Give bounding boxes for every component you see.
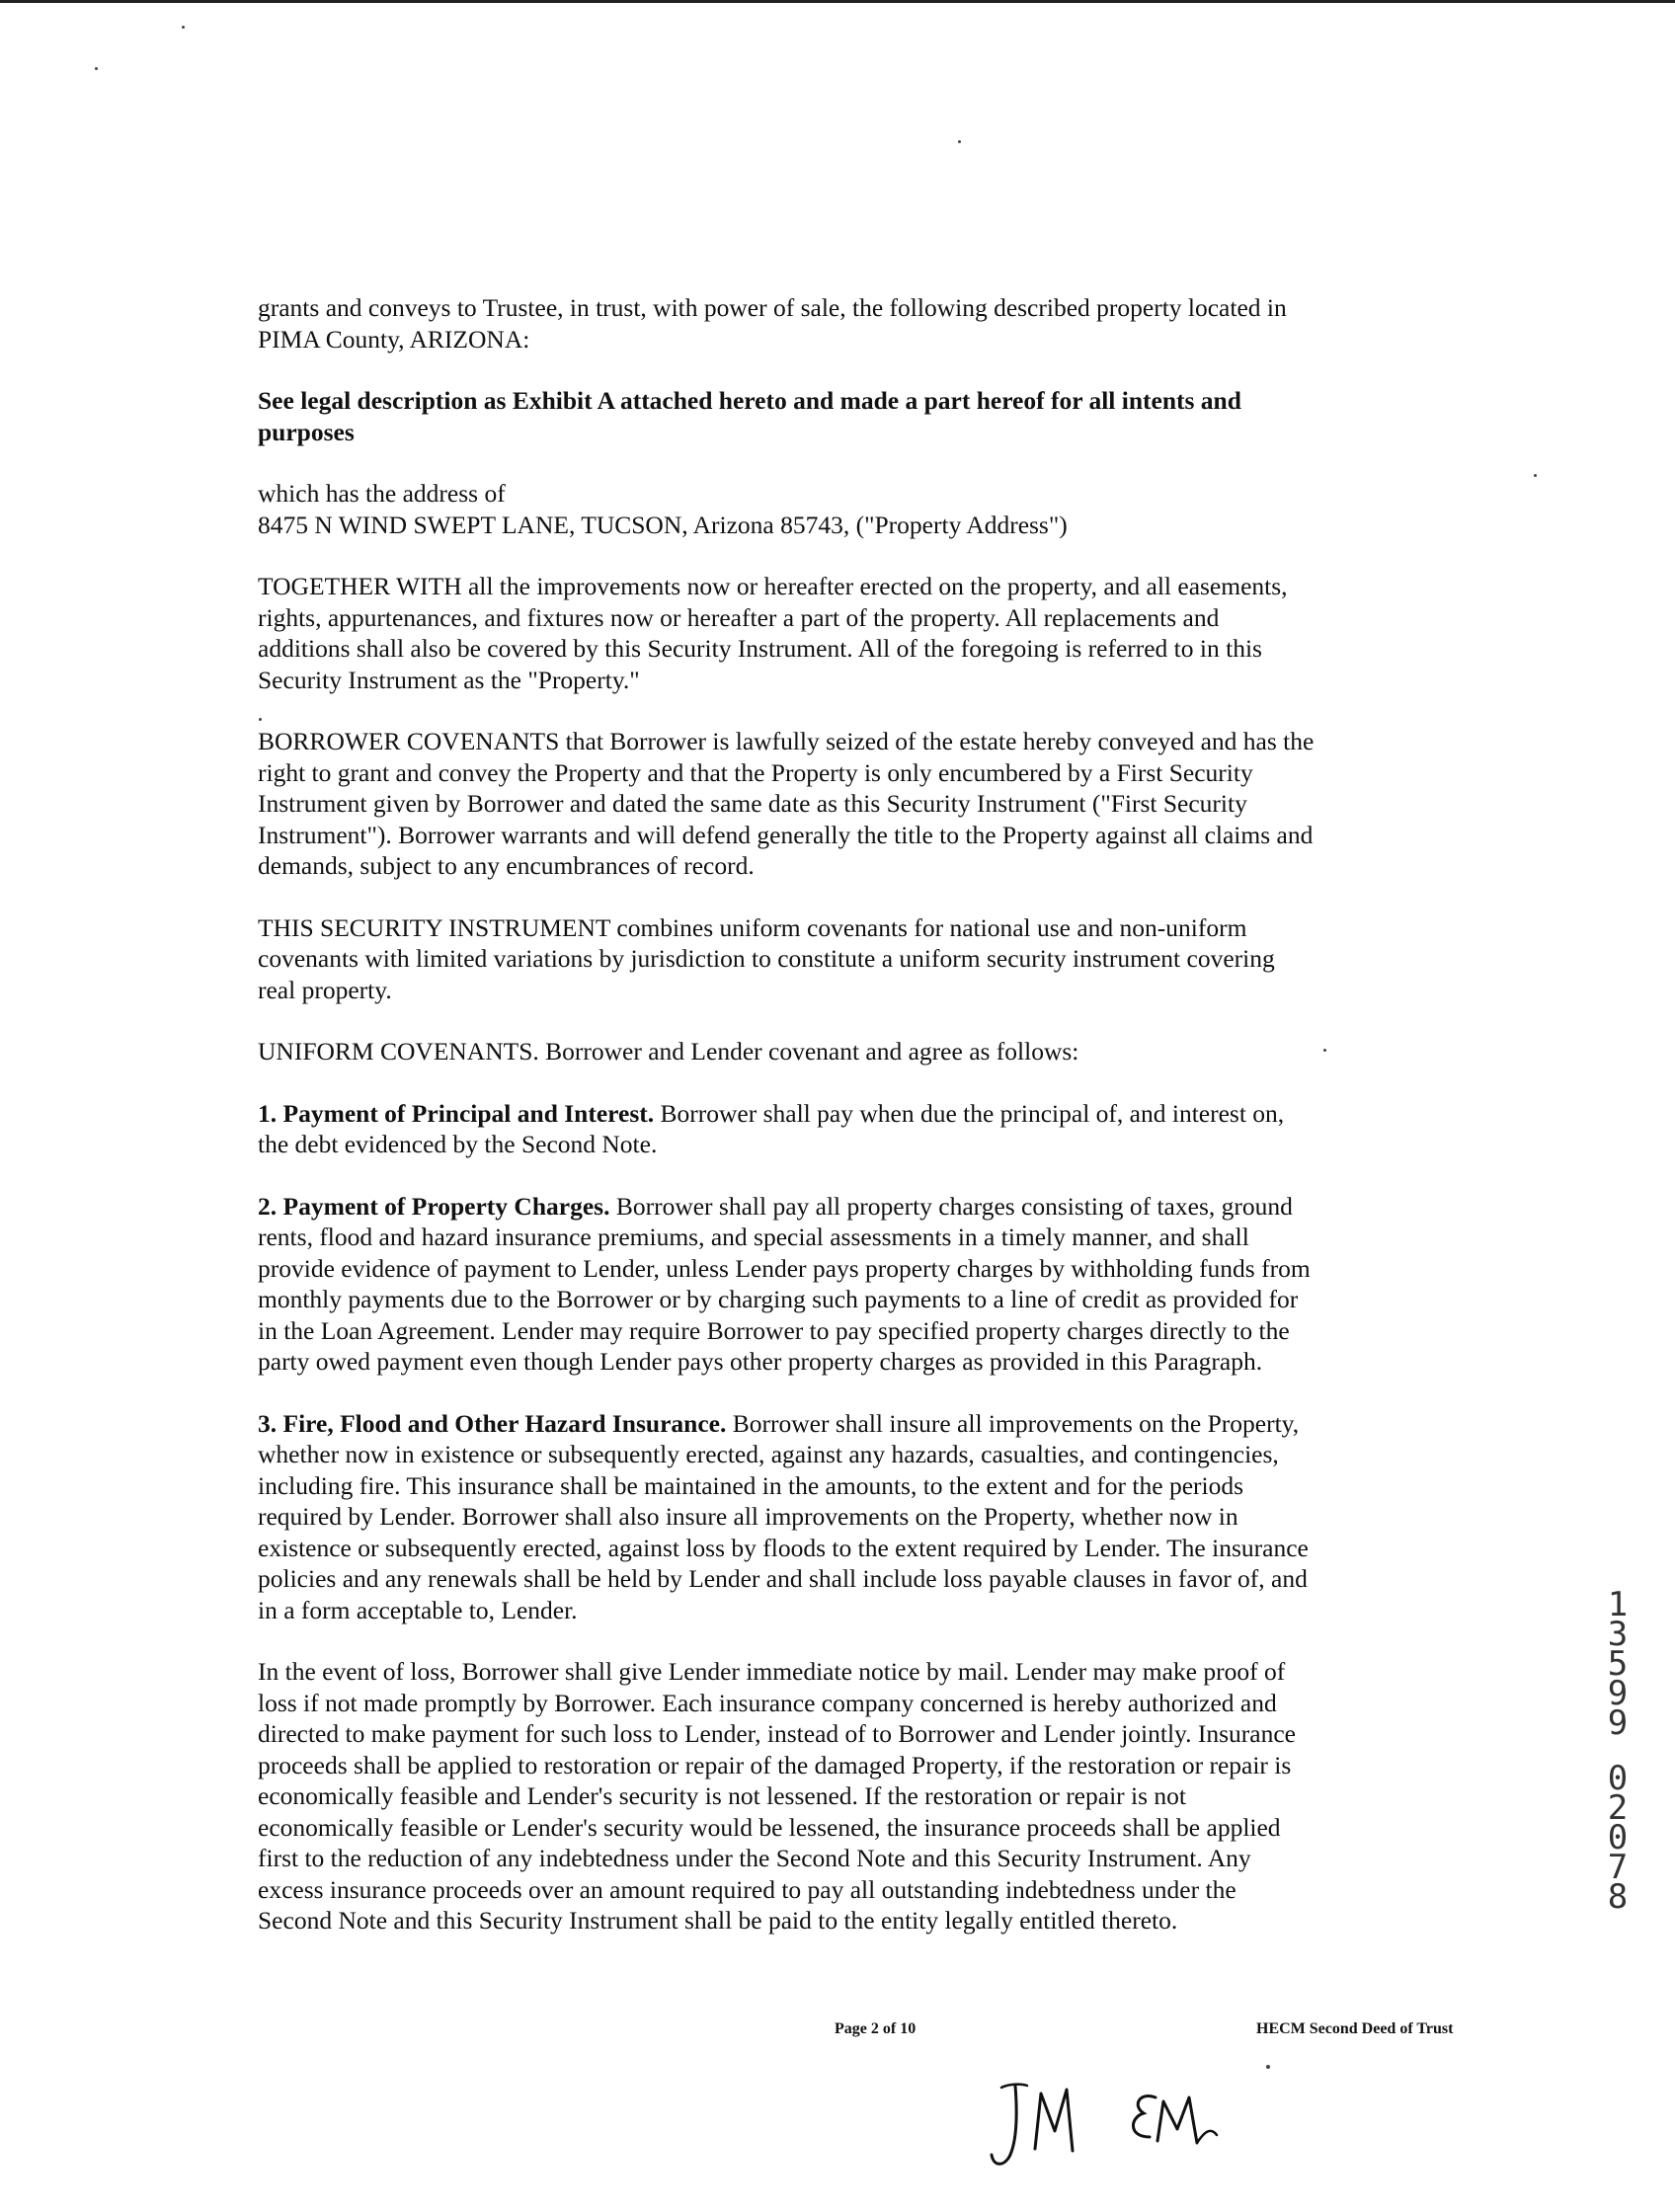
section-2-line-4: monthly payments due to the Borrower or by charging such payments to a line of credit as provided for (258, 1285, 1299, 1313)
event-of-loss-line-8: excess insurance proceeds over an amount required to pay all outstanding indebtedness under the (258, 1874, 1236, 1904)
side-digit: 9 (1607, 1674, 1629, 1713)
top-border-line (0, 0, 1675, 3)
initial-m-stroke (1035, 2090, 1073, 2151)
event-of-loss-line-1: In the event of loss, Borrower shall give Lender immediate notice by mail. Lender may make proof of (258, 1657, 1286, 1686)
event-of-loss-line-6: economically feasible or Lender's security would be lessened, the insurance proceeds shall be applied (258, 1812, 1281, 1842)
scan-speck (259, 718, 262, 721)
event-of-loss-line-3: directed to make payment for such loss to Lender, instead of to Borrower and Lender jointly. Insurance (258, 1719, 1296, 1748)
borrower-covenants-line-3: Instrument given by Borrower and dated the same date as this Security Instrument ("First Security (258, 789, 1247, 818)
section-1-heading: 1. Payment of Principal and Interest. (258, 1098, 655, 1128)
section-2-heading: 2. Payment of Property Charges. (258, 1191, 610, 1221)
section-3-first-line-text: Borrower shall insure all improvements on the Property, (726, 1408, 1300, 1438)
borrower-covenants-line-1: BORROWER COVENANTS that Borrower is lawfully seized of the estate hereby conveyed and has the (258, 727, 1315, 755)
event-of-loss-line-4: proceeds shall be applied to restoration or repair of the damaged Property, if the restoration or repair is (258, 1750, 1292, 1779)
side-digit: 5 (1607, 1644, 1629, 1684)
section-3-hazard-insurance (258, 1408, 1428, 1626)
intro-paragraph (258, 292, 1428, 355)
property-address-line: 8475 N WIND SWEPT LANE, TUCSON, Arizona 85743, ("Property Address") (258, 510, 1068, 539)
event-of-loss-line-7: first to the reduction of any indebtedness under the Second Note and this Security Instrument. Any (258, 1844, 1251, 1872)
together-line-1: TOGETHER WITH all the improvements now or hereafter erected on the property, and all easements, (258, 572, 1288, 600)
event-of-loss-line-2: loss if not made promptly by Borrower. Each insurance company concerned is hereby authorized and (258, 1688, 1277, 1717)
scan-speck (1323, 1049, 1326, 1052)
side-digit: 8 (1607, 1877, 1629, 1917)
initial-tail-stroke (1197, 2131, 1217, 2143)
document-title-footer: HECM Second Deed of Trust (1256, 2020, 1454, 2037)
section-3-heading: 3. Fire, Flood and Other Hazard Insurance. (258, 1408, 727, 1438)
legal-description-paragraph (258, 385, 1428, 447)
handwritten-initials (988, 2072, 1264, 2180)
section-2-line-5: in the Loan Agreement. Lender may require Borrower to pay specified property charges directly to the (258, 1315, 1290, 1345)
borrower-covenants-paragraph (258, 726, 1428, 882)
initial-j-stroke (992, 2086, 1016, 2164)
scan-speck (958, 140, 961, 143)
section-1-line-2: the debt evidenced by the Second Note. (258, 1130, 658, 1158)
initial-m2-stroke (1157, 2097, 1197, 2143)
security-instrument-paragraph (258, 912, 1428, 1006)
security-instrument-line-1: THIS SECURITY INSTRUMENT combines uniform covenants for national use and non-uniform (258, 912, 1247, 942)
address-intro-line: which has the address of (258, 479, 506, 508)
section-3-line-7: in a form acceptable to, Lender. (258, 1595, 578, 1624)
section-2-line-6: party owed payment even though Lender pays other property charges as provided in this Paragraph. (258, 1347, 1263, 1376)
scan-speck (182, 26, 185, 29)
document-body (258, 292, 1428, 1936)
section-2-first-line-text: Borrower shall pay all property charges consisting of taxes, ground (609, 1191, 1293, 1221)
together-with-paragraph (258, 571, 1428, 695)
initial-e-stroke (1133, 2096, 1156, 2137)
section-1-first-line-text: Borrower shall pay when due the principal of, and interest on, (654, 1098, 1285, 1128)
section-2-line-2: rents, flood and hazard insurance premiums, and special assessments in a timely manner, and shall (258, 1223, 1249, 1251)
security-instrument-line-3: real property. (258, 975, 392, 1004)
section-3-line-4: required by Lender. Borrower shall also insure all improvements on the Property, whether now in (258, 1502, 1238, 1531)
section-1-first-line (258, 1098, 1428, 1130)
together-line-2: rights, appurtenances, and fixtures now or hereafter a part of the property. All replacements and (258, 602, 1220, 632)
uniform-covenants-paragraph (258, 1036, 1428, 1067)
section-3-line-2: whether now in existence or subsequently erected, against any hazards, casualties, and contingencies, (258, 1440, 1279, 1468)
uniform-covenants-line: UNIFORM COVENANTS. Borrower and Lender covenant and agree as follows: (258, 1037, 1079, 1066)
page-number: Page 2 of 10 (835, 2020, 917, 2037)
borrower-covenants-line-4: Instrument"). Borrower warrants and will defend generally the title to the Property against all claims and (258, 820, 1314, 849)
security-instrument-line-2: covenants with limited variations by jurisdiction to constitute a uniform security instrument covering (258, 944, 1275, 973)
intro-line-2: PIMA County, ARIZONA: (258, 324, 530, 354)
scan-speck (1266, 2065, 1270, 2069)
address-paragraph (258, 478, 1428, 540)
section-2-first-line (258, 1191, 1428, 1223)
together-line-4: Security Instrument as the "Property." (258, 665, 640, 694)
section-2-line-3: provide evidence of payment to Lender, unless Lender pays property charges by withholding funds from (258, 1253, 1311, 1283)
together-line-3: additions shall also be covered by this Security Instrument. All of the foregoing is referred to in this (258, 634, 1262, 663)
section-3-line-5: existence or subsequently erected, against loss by floods to the extent required by Lender. The insurance (258, 1533, 1309, 1562)
side-digit: 0 (1607, 1759, 1629, 1798)
borrower-covenants-line-5: demands, subject to any encumbrances of record. (258, 851, 755, 880)
section-3-line-6: policies and any renewals shall be held by Lender and shall include loss payable clauses in favor of, and (258, 1564, 1308, 1593)
legal-description-line-2: purposes (258, 417, 355, 446)
event-of-loss-line-5: economically feasible and Lender's security is not lessened. If the restoration or repair is not (258, 1781, 1186, 1810)
section-3-first-line (258, 1408, 1428, 1440)
scan-speck (95, 67, 98, 70)
borrower-covenants-line-2: right to grant and convey the Property and that the Property is only encumbered by a First Security (258, 757, 1253, 787)
legal-description-line-1: See legal description as Exhibit A attached hereto and made a part hereof for all intents and (258, 386, 1241, 415)
section-1-payment-principal-interest (258, 1098, 1428, 1160)
side-digit: 2 (1607, 1788, 1629, 1828)
event-of-loss-line-9: Second Note and this Security Instrument shall be paid to the entity legally entitled thereto. (258, 1906, 1178, 1935)
scan-speck (1534, 474, 1537, 477)
side-document-number (1600, 1585, 1635, 1917)
side-digit: 7 (1607, 1848, 1629, 1887)
side-digit: 3 (1607, 1615, 1629, 1654)
event-of-loss-paragraph (258, 1656, 1428, 1936)
section-3-line-3: including fire. This insurance shall be maintained in the amounts, to the extent and for the periods (258, 1470, 1244, 1500)
section-2-payment-property-charges (258, 1191, 1428, 1378)
side-digit: 0 (1607, 1818, 1629, 1857)
intro-line-1: grants and conveys to Trustee, in trust, with power of sale, the following described property located in (258, 293, 1287, 322)
side-digit: 9 (1607, 1703, 1629, 1743)
side-digit: 1 (1607, 1585, 1629, 1624)
